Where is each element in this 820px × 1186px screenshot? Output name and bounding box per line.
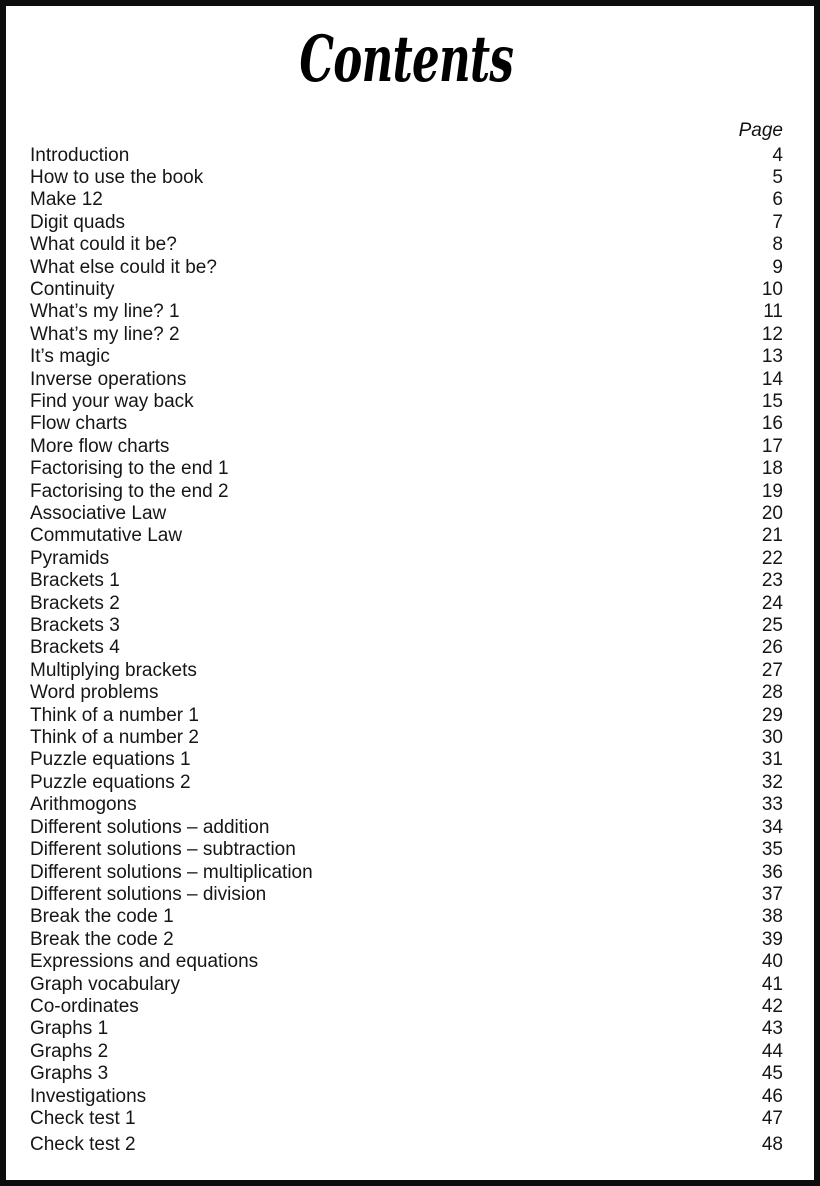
toc-row [30, 1108, 783, 1130]
toc-row [30, 906, 783, 928]
toc-entry-title: Pyramids [30, 547, 110, 569]
toc-entry-page: 14 [761, 368, 783, 390]
toc-entry-title: Associative Law [30, 503, 167, 524]
toc-row [30, 145, 783, 167]
toc-row [30, 503, 783, 525]
toc-entry-title: Different solutions – subtraction [30, 839, 296, 861]
toc-entry-title: Different solutions – multiplication [30, 861, 313, 883]
toc-entry-page: 25 [761, 615, 783, 637]
toc-row [30, 1018, 783, 1040]
toc-row [30, 257, 783, 279]
toc-entry-title: What else could it be? [30, 256, 217, 278]
toc-row [30, 1063, 783, 1085]
toc-row [30, 189, 783, 211]
toc-row [30, 749, 783, 771]
toc-entry-page: 5 [772, 166, 783, 188]
toc-entry-title: Graph vocabulary [30, 973, 180, 995]
toc-entry-page: 45 [761, 1063, 783, 1085]
toc-row [30, 525, 783, 547]
page-content [6, 22, 814, 1157]
toc-entry-page: 33 [761, 794, 783, 816]
toc-row [30, 413, 783, 435]
toc-row [30, 1041, 783, 1063]
toc-row [30, 234, 783, 256]
toc-entry-title: Find your way back [30, 390, 194, 412]
toc-entry-page: 27 [761, 659, 783, 681]
toc-row [30, 593, 783, 615]
toc-entry-title: Different solutions – addition [30, 816, 270, 838]
toc-entry-title: Digit quads [30, 211, 126, 233]
toc-entry-page: 10 [761, 278, 783, 300]
toc-row [30, 862, 783, 884]
toc-entry-title: Multiplying brackets [30, 659, 197, 681]
toc-entry-title: Check test 1 [30, 1107, 136, 1129]
toc-entry-title: Continuity [30, 278, 115, 300]
toc-row [30, 794, 783, 816]
toc-entry-title: Co-ordinates [30, 995, 139, 1017]
toc-row [30, 929, 783, 951]
toc-entry-title: Expressions and equations [30, 951, 259, 973]
toc-entry-page: 38 [761, 906, 783, 928]
toc-entry-title: Make 12 [30, 189, 103, 211]
toc-row [30, 1086, 783, 1108]
toc-entry-title: Graphs 2 [30, 1040, 109, 1062]
toc-entry-page: 41 [761, 973, 783, 995]
toc-entry-title: Puzzle equations 1 [30, 749, 191, 771]
toc-row [30, 346, 783, 368]
toc-entry-title: What could it be? [30, 234, 177, 256]
page-title: Contents [299, 22, 514, 97]
toc-entry-page: 9 [772, 256, 783, 278]
toc-entry-page: 48 [761, 1134, 783, 1156]
toc-entry-page: 11 [763, 301, 783, 323]
toc-entry-page: 15 [761, 390, 783, 412]
toc-entry-title: Factorising to the end 2 [30, 480, 229, 502]
toc-row [30, 436, 783, 458]
toc-row [30, 458, 783, 480]
toc-entry-title: How to use the book [30, 166, 204, 188]
toc-row [30, 660, 783, 682]
toc-entry-page: 24 [761, 592, 783, 614]
toc-row [30, 324, 783, 346]
toc-entry-page: 44 [761, 1040, 783, 1062]
toc-entry-title: Arithmogons [30, 794, 137, 816]
toc-entry-page: 6 [772, 189, 783, 211]
toc-row [30, 279, 783, 301]
toc-entry-title: What’s my line? 2 [30, 323, 180, 345]
toc-entry-title: Check test 2 [30, 1134, 136, 1156]
toc-entry-title: Brackets 1 [30, 570, 120, 592]
toc-entry-title: Introduction [30, 144, 130, 166]
toc-entry-page: 42 [761, 995, 783, 1017]
toc-entry-page: 13 [761, 346, 783, 368]
toc-entry-page: 39 [761, 928, 783, 950]
toc-entry-page: 29 [761, 704, 783, 726]
toc-entry-title: Commutative Law [30, 525, 183, 547]
toc-row [30, 212, 783, 234]
toc-entry-page: 17 [761, 435, 783, 457]
toc-entry-page: 34 [761, 816, 783, 838]
toc-entry-page: 12 [761, 323, 783, 345]
toc-row [30, 884, 783, 906]
toc-entry-page: 35 [761, 839, 783, 861]
toc-row [30, 705, 783, 727]
toc-entry-page: 28 [761, 682, 783, 704]
toc-entry-page: 43 [761, 1018, 783, 1040]
toc-entry-page: 36 [761, 861, 783, 883]
toc-entry-title: Break the code 1 [30, 906, 174, 928]
toc-row [30, 391, 783, 413]
toc-entry-page: 31 [761, 749, 783, 771]
toc-entry-title: Brackets 3 [30, 615, 120, 637]
toc-row [30, 727, 783, 749]
toc-entry-page: 16 [761, 413, 783, 435]
toc-row [30, 996, 783, 1018]
toc-row [30, 1134, 783, 1156]
toc-entry-page: 7 [772, 211, 783, 233]
toc-entry-title: Graphs 1 [30, 1018, 109, 1040]
toc-row [30, 817, 783, 839]
toc-entry-page: 20 [761, 503, 783, 524]
toc-entry-page: 37 [761, 883, 783, 905]
toc-entry-title: More flow charts [30, 435, 170, 457]
toc-row [30, 570, 783, 592]
toc-row [30, 974, 783, 996]
toc-row [30, 951, 783, 973]
toc-entry-page: 22 [761, 547, 783, 569]
toc-entry-title: Graphs 3 [30, 1063, 109, 1085]
toc-entry-page: 40 [761, 951, 783, 973]
toc-entry-title: What’s my line? 1 [30, 301, 180, 323]
toc-entry-page: 18 [761, 458, 783, 480]
toc-entry-page: 30 [761, 727, 783, 749]
toc-entry-title: Think of a number 2 [30, 727, 199, 749]
toc-entry-page: 4 [772, 144, 783, 166]
toc-entry-title: Puzzle equations 2 [30, 771, 191, 793]
toc-entry-title: Investigations [30, 1085, 147, 1107]
toc-entry-page: 26 [761, 637, 783, 659]
toc-entry-title: Break the code 2 [30, 928, 174, 950]
toc-entry-page: 19 [761, 480, 783, 502]
toc-entry-title: Inverse operations [30, 368, 187, 390]
toc-entry-page: 46 [761, 1085, 783, 1107]
toc-entry-title: It’s magic [30, 346, 110, 368]
toc-entry-title: Brackets 2 [30, 592, 120, 614]
page-title-container [30, 22, 783, 97]
toc-row [30, 481, 783, 503]
toc-row [30, 301, 783, 323]
toc-entry-title: Different solutions – division [30, 883, 267, 905]
toc-row [30, 772, 783, 794]
toc-entry-page: 47 [761, 1107, 783, 1129]
toc-entry-page: 8 [772, 234, 783, 256]
toc-entry-title: Factorising to the end 1 [30, 458, 229, 480]
toc-entry-title: Flow charts [30, 413, 128, 435]
toc-row [30, 682, 783, 704]
toc-list [30, 145, 783, 1157]
toc-row [30, 637, 783, 659]
toc-row [30, 369, 783, 391]
toc-row [30, 839, 783, 861]
page-column-header: Page [738, 120, 783, 141]
toc-row [30, 167, 783, 189]
toc-row [30, 548, 783, 570]
toc-entry-title: Word problems [30, 682, 159, 704]
toc-entry-title: Think of a number 1 [30, 704, 199, 726]
toc-entry-page: 32 [761, 771, 783, 793]
toc-entry-page: 23 [761, 570, 783, 592]
toc-row [30, 615, 783, 637]
toc-entry-title: Brackets 4 [30, 637, 120, 659]
toc-entry-page: 21 [761, 525, 783, 547]
